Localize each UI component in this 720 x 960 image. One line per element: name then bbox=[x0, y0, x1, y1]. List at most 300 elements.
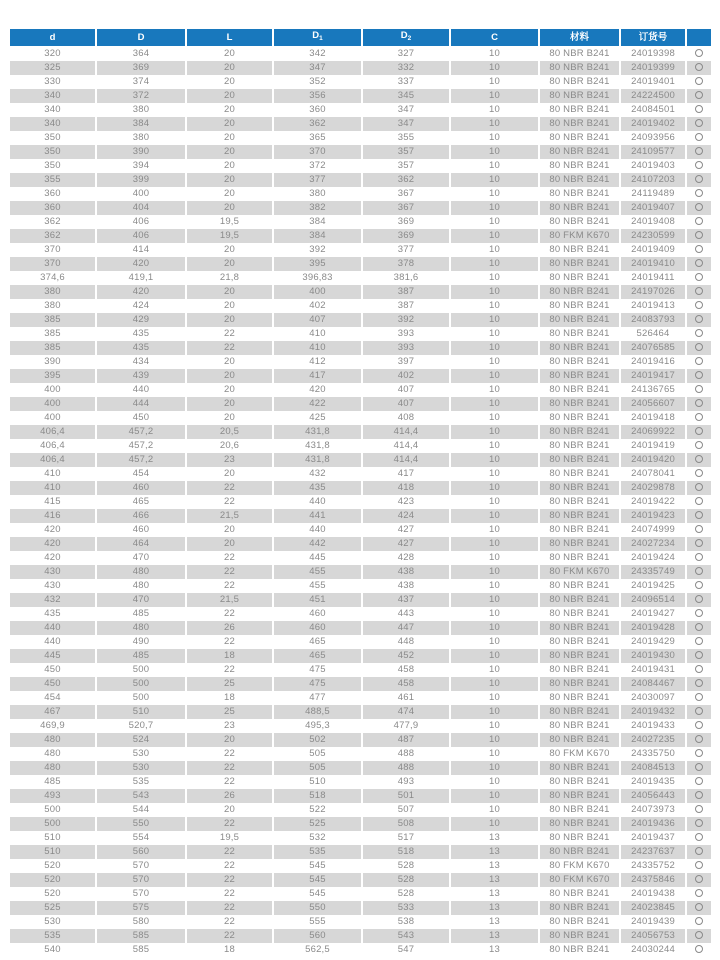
cell: 488 bbox=[363, 747, 451, 761]
status-cell bbox=[687, 887, 711, 901]
table-row bbox=[10, 593, 711, 607]
cell: 500 bbox=[97, 677, 187, 691]
cell: 501 bbox=[363, 789, 451, 803]
cell: 13 bbox=[451, 901, 540, 915]
table-row bbox=[10, 705, 711, 719]
cell: 20 bbox=[187, 397, 274, 411]
table-row bbox=[10, 775, 711, 789]
status-cell bbox=[687, 873, 711, 887]
cell: 517 bbox=[363, 831, 451, 845]
table-row bbox=[10, 537, 711, 551]
cell: 24023845 bbox=[621, 901, 687, 915]
cell: 585 bbox=[97, 929, 187, 943]
status-cell bbox=[687, 901, 711, 915]
cell: 452 bbox=[363, 649, 451, 663]
cell: 80 NBR B241 bbox=[540, 775, 621, 789]
status-cell bbox=[687, 285, 711, 299]
cell: 418 bbox=[363, 481, 451, 495]
cell: 394 bbox=[97, 159, 187, 173]
cell: 480 bbox=[10, 747, 97, 761]
cell: 10 bbox=[451, 103, 540, 117]
status-cell bbox=[687, 495, 711, 509]
cell: 438 bbox=[363, 565, 451, 579]
status-cell bbox=[687, 705, 711, 719]
status-cell bbox=[687, 271, 711, 285]
cell: 24224500 bbox=[621, 89, 687, 103]
cell: 414,4 bbox=[363, 439, 451, 453]
circle-outline-icon bbox=[695, 231, 703, 239]
cell: 440 bbox=[10, 621, 97, 635]
cell: 467 bbox=[10, 705, 97, 719]
table-row bbox=[10, 607, 711, 621]
cell: 380 bbox=[97, 131, 187, 145]
cell: 24019435 bbox=[621, 775, 687, 789]
cell: 340 bbox=[10, 89, 97, 103]
status-cell bbox=[687, 509, 711, 523]
cell: 22 bbox=[187, 341, 274, 355]
cell: 360 bbox=[10, 201, 97, 215]
cell: 24084501 bbox=[621, 103, 687, 117]
circle-outline-icon bbox=[695, 91, 703, 99]
cell: 355 bbox=[363, 131, 451, 145]
cell: 80 FKM K670 bbox=[540, 565, 621, 579]
cell: 380 bbox=[10, 285, 97, 299]
cell: 22 bbox=[187, 929, 274, 943]
circle-outline-icon bbox=[695, 805, 703, 813]
table-row bbox=[10, 649, 711, 663]
cell: 550 bbox=[274, 901, 363, 915]
cell: 80 NBR B241 bbox=[540, 439, 621, 453]
cell: 10 bbox=[451, 621, 540, 635]
cell: 80 NBR B241 bbox=[540, 299, 621, 313]
cell: 20 bbox=[187, 61, 274, 75]
status-cell bbox=[687, 845, 711, 859]
cell: 450 bbox=[97, 411, 187, 425]
cell: 525 bbox=[10, 901, 97, 915]
cell: 20,6 bbox=[187, 439, 274, 453]
cell: 431,8 bbox=[274, 425, 363, 439]
table-row bbox=[10, 733, 711, 747]
cell: 80 NBR B241 bbox=[540, 719, 621, 733]
cell: 22 bbox=[187, 859, 274, 873]
cell: 374,6 bbox=[10, 271, 97, 285]
cell: 24019436 bbox=[621, 817, 687, 831]
status-cell bbox=[687, 131, 711, 145]
cell: 460 bbox=[97, 523, 187, 537]
cell: 381,6 bbox=[363, 271, 451, 285]
cell: 406,4 bbox=[10, 425, 97, 439]
circle-outline-icon bbox=[695, 133, 703, 141]
cell: 384 bbox=[274, 229, 363, 243]
cell: 445 bbox=[10, 649, 97, 663]
cell: 493 bbox=[10, 789, 97, 803]
cell: 80 NBR B241 bbox=[540, 201, 621, 215]
cell: 13 bbox=[451, 873, 540, 887]
cell: 431,8 bbox=[274, 453, 363, 467]
cell: 24119489 bbox=[621, 187, 687, 201]
cell: 10 bbox=[451, 369, 540, 383]
cell: 13 bbox=[451, 929, 540, 943]
cell: 20 bbox=[187, 117, 274, 131]
cell: 10 bbox=[451, 775, 540, 789]
circle-outline-icon bbox=[695, 749, 703, 757]
cell: 24019439 bbox=[621, 915, 687, 929]
cell: 80 NBR B241 bbox=[540, 621, 621, 635]
cell: 10 bbox=[451, 75, 540, 89]
cell: 20 bbox=[187, 103, 274, 117]
circle-outline-icon bbox=[695, 931, 703, 939]
cell: 80 NBR B241 bbox=[540, 663, 621, 677]
table-row bbox=[10, 691, 711, 705]
cell: 387 bbox=[363, 285, 451, 299]
cell: 427 bbox=[363, 523, 451, 537]
cell: 460 bbox=[274, 607, 363, 621]
cell: 10 bbox=[451, 229, 540, 243]
cell: 420 bbox=[274, 383, 363, 397]
cell: 545 bbox=[274, 887, 363, 901]
cell: 392 bbox=[363, 313, 451, 327]
cell: 400 bbox=[10, 383, 97, 397]
cell: 24230599 bbox=[621, 229, 687, 243]
circle-outline-icon bbox=[695, 833, 703, 841]
cell: 80 NBR B241 bbox=[540, 649, 621, 663]
cell: 395 bbox=[274, 257, 363, 271]
circle-outline-icon bbox=[695, 259, 703, 267]
status-cell bbox=[687, 593, 711, 607]
cell: 10 bbox=[451, 523, 540, 537]
cell: 24027235 bbox=[621, 733, 687, 747]
column-header-status bbox=[687, 29, 711, 47]
cell: 24019403 bbox=[621, 159, 687, 173]
cell: 332 bbox=[363, 61, 451, 75]
circle-outline-icon bbox=[695, 357, 703, 365]
status-cell bbox=[687, 943, 711, 957]
status-cell bbox=[687, 761, 711, 775]
cell: 24019420 bbox=[621, 453, 687, 467]
cell: 80 NBR B241 bbox=[540, 369, 621, 383]
cell: 355 bbox=[10, 173, 97, 187]
cell: 21,8 bbox=[187, 271, 274, 285]
status-cell bbox=[687, 229, 711, 243]
cell: 80 NBR B241 bbox=[540, 789, 621, 803]
status-cell bbox=[687, 145, 711, 159]
cell: 444 bbox=[97, 397, 187, 411]
cell: 488 bbox=[363, 761, 451, 775]
cell: 10 bbox=[451, 411, 540, 425]
cell: 20 bbox=[187, 411, 274, 425]
cell: 80 FKM K670 bbox=[540, 859, 621, 873]
cell: 24019411 bbox=[621, 271, 687, 285]
cell: 10 bbox=[451, 117, 540, 131]
cell: 380 bbox=[274, 187, 363, 201]
cell: 530 bbox=[97, 761, 187, 775]
status-cell bbox=[687, 159, 711, 173]
cell: 24335749 bbox=[621, 565, 687, 579]
cell: 525 bbox=[274, 817, 363, 831]
cell: 20 bbox=[187, 299, 274, 313]
circle-outline-icon bbox=[695, 105, 703, 113]
cell: 19,5 bbox=[187, 229, 274, 243]
cell: 22 bbox=[187, 901, 274, 915]
cell: 10 bbox=[451, 313, 540, 327]
circle-outline-icon bbox=[695, 581, 703, 589]
column-header-D: $D_2$ bbox=[363, 29, 451, 47]
cell: 396,83 bbox=[274, 271, 363, 285]
circle-outline-icon bbox=[695, 567, 703, 575]
cell: 443 bbox=[363, 607, 451, 621]
cell: 10 bbox=[451, 425, 540, 439]
status-cell bbox=[687, 411, 711, 425]
cell: 22 bbox=[187, 607, 274, 621]
cell: 26 bbox=[187, 789, 274, 803]
cell: 370 bbox=[10, 243, 97, 257]
cell: 24019416 bbox=[621, 355, 687, 369]
cell: 24073973 bbox=[621, 803, 687, 817]
cell: 10 bbox=[451, 439, 540, 453]
cell: 485 bbox=[10, 775, 97, 789]
cell: 24019432 bbox=[621, 705, 687, 719]
cell: 24074999 bbox=[621, 523, 687, 537]
cell: 26 bbox=[187, 621, 274, 635]
table-row bbox=[10, 89, 711, 103]
cell: 372 bbox=[274, 159, 363, 173]
cell: 80 NBR B241 bbox=[540, 383, 621, 397]
cell: 417 bbox=[363, 467, 451, 481]
circle-outline-icon bbox=[695, 147, 703, 155]
circle-outline-icon bbox=[695, 385, 703, 393]
circle-outline-icon bbox=[695, 119, 703, 127]
cell: 20 bbox=[187, 355, 274, 369]
cell: 420 bbox=[10, 551, 97, 565]
column-header-订货号: 订货号 bbox=[621, 29, 687, 47]
status-cell bbox=[687, 859, 711, 873]
cell: 524 bbox=[97, 733, 187, 747]
cell: 20 bbox=[187, 285, 274, 299]
cell: 20 bbox=[187, 173, 274, 187]
cell: 487 bbox=[363, 733, 451, 747]
spec-table bbox=[10, 29, 711, 957]
cell: 475 bbox=[274, 663, 363, 677]
cell: 465 bbox=[97, 495, 187, 509]
cell: 400 bbox=[10, 397, 97, 411]
cell: 24136765 bbox=[621, 383, 687, 397]
cell: 24019399 bbox=[621, 61, 687, 75]
cell: 10 bbox=[451, 495, 540, 509]
status-cell bbox=[687, 481, 711, 495]
cell: 24375846 bbox=[621, 873, 687, 887]
circle-outline-icon bbox=[695, 623, 703, 631]
cell: 505 bbox=[274, 747, 363, 761]
cell: 80 NBR B241 bbox=[540, 607, 621, 621]
table-row bbox=[10, 327, 711, 341]
cell: 20 bbox=[187, 201, 274, 215]
table-row bbox=[10, 369, 711, 383]
cell: 352 bbox=[274, 75, 363, 89]
cell: 369 bbox=[363, 229, 451, 243]
table-row bbox=[10, 761, 711, 775]
cell: 387 bbox=[363, 299, 451, 313]
cell: 10 bbox=[451, 719, 540, 733]
cell: 80 NBR B241 bbox=[540, 691, 621, 705]
circle-outline-icon bbox=[695, 287, 703, 295]
status-cell bbox=[687, 187, 711, 201]
cell: 485 bbox=[97, 649, 187, 663]
cell: 545 bbox=[274, 859, 363, 873]
circle-outline-icon bbox=[695, 371, 703, 379]
cell: 22 bbox=[187, 635, 274, 649]
cell: 10 bbox=[451, 747, 540, 761]
table-row bbox=[10, 943, 711, 957]
status-cell bbox=[687, 537, 711, 551]
cell: 20 bbox=[187, 145, 274, 159]
table-row bbox=[10, 481, 711, 495]
cell: 80 NBR B241 bbox=[540, 593, 621, 607]
cell: 22 bbox=[187, 551, 274, 565]
cell: 10 bbox=[451, 341, 540, 355]
table-row bbox=[10, 397, 711, 411]
status-cell bbox=[687, 397, 711, 411]
cell: 24030097 bbox=[621, 691, 687, 705]
cell: 24019428 bbox=[621, 621, 687, 635]
cell: 80 NBR B241 bbox=[540, 551, 621, 565]
table-row bbox=[10, 299, 711, 313]
cell: 10 bbox=[451, 285, 540, 299]
cell: 406 bbox=[97, 229, 187, 243]
cell: 380 bbox=[10, 299, 97, 313]
cell: 347 bbox=[274, 61, 363, 75]
cell: 10 bbox=[451, 803, 540, 817]
cell: 80 NBR B241 bbox=[540, 89, 621, 103]
cell: 437 bbox=[363, 593, 451, 607]
cell: 80 NBR B241 bbox=[540, 495, 621, 509]
cell: 22 bbox=[187, 775, 274, 789]
cell: 545 bbox=[274, 873, 363, 887]
cell: 385 bbox=[10, 313, 97, 327]
cell: 430 bbox=[10, 579, 97, 593]
cell: 10 bbox=[451, 299, 540, 313]
cell: 20 bbox=[187, 243, 274, 257]
cell: 10 bbox=[451, 705, 540, 719]
cell: 500 bbox=[97, 691, 187, 705]
cell: 435 bbox=[97, 341, 187, 355]
cell: 24237637 bbox=[621, 845, 687, 859]
table-row bbox=[10, 439, 711, 453]
cell: 350 bbox=[10, 131, 97, 145]
cell: 10 bbox=[451, 509, 540, 523]
circle-outline-icon bbox=[695, 679, 703, 687]
cell: 24076585 bbox=[621, 341, 687, 355]
status-cell bbox=[687, 523, 711, 537]
status-cell bbox=[687, 299, 711, 313]
column-header-L: L bbox=[187, 29, 274, 47]
cell: 570 bbox=[97, 887, 187, 901]
circle-outline-icon bbox=[695, 273, 703, 281]
cell: 365 bbox=[274, 131, 363, 145]
cell: 369 bbox=[97, 61, 187, 75]
cell: 80 NBR B241 bbox=[540, 131, 621, 145]
table-row bbox=[10, 173, 711, 187]
cell: 533 bbox=[363, 901, 451, 915]
cell: 80 NBR B241 bbox=[540, 425, 621, 439]
cell: 25 bbox=[187, 705, 274, 719]
cell: 372 bbox=[97, 89, 187, 103]
status-cell bbox=[687, 733, 711, 747]
cell: 392 bbox=[274, 243, 363, 257]
cell: 24069922 bbox=[621, 425, 687, 439]
cell: 362 bbox=[10, 215, 97, 229]
cell: 570 bbox=[97, 873, 187, 887]
cell: 10 bbox=[451, 215, 540, 229]
status-cell bbox=[687, 103, 711, 117]
cell: 10 bbox=[451, 467, 540, 481]
cell: 435 bbox=[10, 607, 97, 621]
table-row bbox=[10, 565, 711, 579]
cell: 24107203 bbox=[621, 173, 687, 187]
cell: 460 bbox=[97, 481, 187, 495]
cell: 10 bbox=[451, 607, 540, 621]
cell: 585 bbox=[97, 943, 187, 957]
cell: 80 NBR B241 bbox=[540, 943, 621, 957]
cell: 24019418 bbox=[621, 411, 687, 425]
cell: 13 bbox=[451, 887, 540, 901]
cell: 20 bbox=[187, 803, 274, 817]
cell: 490 bbox=[97, 635, 187, 649]
cell: 13 bbox=[451, 915, 540, 929]
table-row bbox=[10, 75, 711, 89]
circle-outline-icon bbox=[695, 427, 703, 435]
table-row bbox=[10, 341, 711, 355]
circle-outline-icon bbox=[695, 217, 703, 225]
cell: 560 bbox=[274, 929, 363, 943]
cell: 432 bbox=[10, 593, 97, 607]
cell: 454 bbox=[10, 691, 97, 705]
cell: 528 bbox=[363, 859, 451, 873]
cell: 414,4 bbox=[363, 425, 451, 439]
circle-outline-icon bbox=[695, 553, 703, 561]
cell: 415 bbox=[10, 495, 97, 509]
cell: 80 NBR B241 bbox=[540, 453, 621, 467]
table-row bbox=[10, 243, 711, 257]
cell: 80 NBR B241 bbox=[540, 271, 621, 285]
cell: 80 NBR B241 bbox=[540, 831, 621, 845]
cell: 357 bbox=[363, 159, 451, 173]
cell: 24096514 bbox=[621, 593, 687, 607]
status-cell bbox=[687, 89, 711, 103]
cell: 385 bbox=[10, 341, 97, 355]
cell: 24027234 bbox=[621, 537, 687, 551]
cell: 18 bbox=[187, 943, 274, 957]
cell: 410 bbox=[274, 341, 363, 355]
cell: 20 bbox=[187, 369, 274, 383]
cell: 362 bbox=[363, 173, 451, 187]
cell: 20 bbox=[187, 187, 274, 201]
table-row bbox=[10, 845, 711, 859]
cell: 24083793 bbox=[621, 313, 687, 327]
cell: 350 bbox=[10, 145, 97, 159]
cell: 532 bbox=[274, 831, 363, 845]
cell: 440 bbox=[274, 495, 363, 509]
status-cell bbox=[687, 439, 711, 453]
cell: 19,5 bbox=[187, 215, 274, 229]
cell: 10 bbox=[451, 635, 540, 649]
cell: 390 bbox=[10, 355, 97, 369]
cell: 385 bbox=[10, 327, 97, 341]
cell: 330 bbox=[10, 75, 97, 89]
cell: 469,9 bbox=[10, 719, 97, 733]
cell: 24029878 bbox=[621, 481, 687, 495]
circle-outline-icon bbox=[695, 497, 703, 505]
cell: 360 bbox=[10, 187, 97, 201]
